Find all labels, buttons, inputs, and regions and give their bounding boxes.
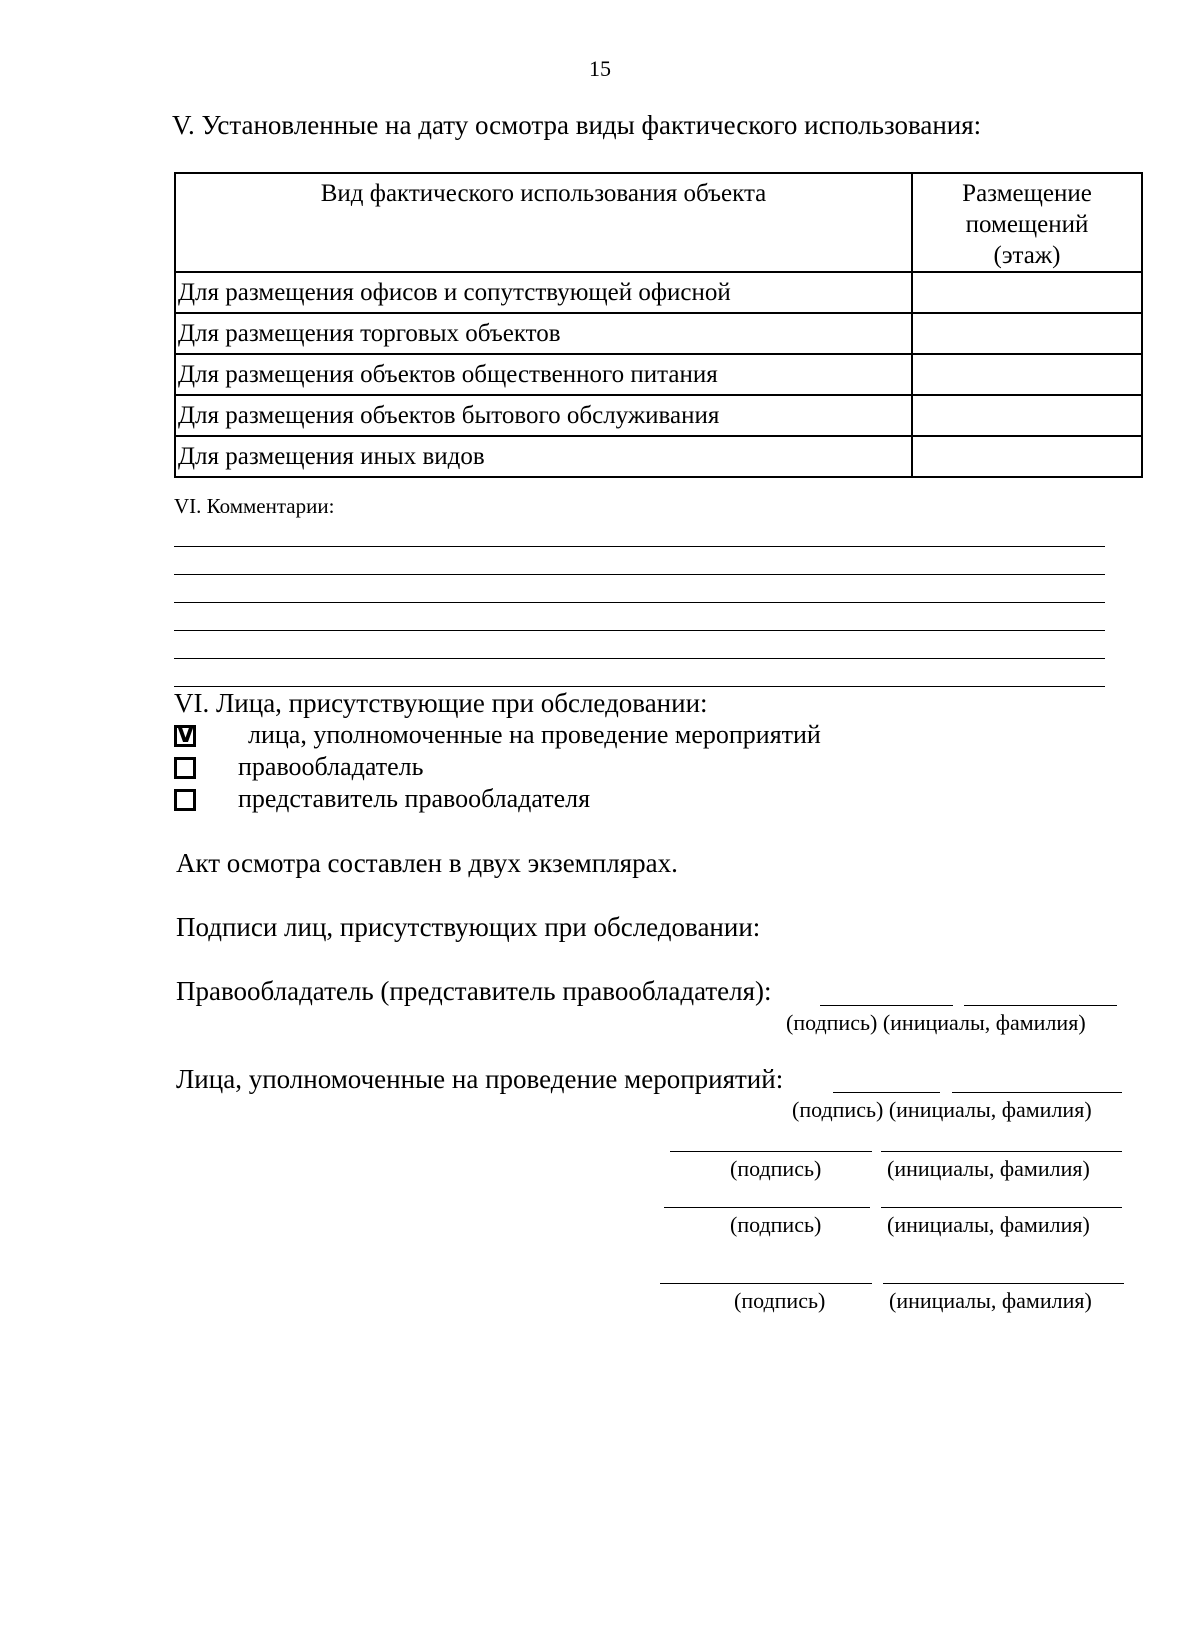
usage-cell: Для размещения торговых объектов [175,313,912,354]
page-number: 15 [589,56,611,81]
comment-line[interactable] [174,630,1105,631]
owner-name-line[interactable] [964,1005,1117,1006]
section-5-title: V. Установленные на дату осмотра виды фактического использования: [172,110,982,140]
table-row [175,313,1142,354]
table-row [175,395,1142,436]
header-floor-line: Размещение [962,180,1092,207]
signature-caption: (подпись) [730,1156,822,1181]
extra-signature-line[interactable] [670,1151,872,1152]
signatures-title: Подписи лиц, присутствующих при обследовании: [176,912,761,942]
floor-cell[interactable] [912,436,1142,477]
comments-label: VI. Комментарии: [174,494,335,518]
authorized-signature-line[interactable] [833,1092,940,1093]
header-floor-line: (этаж) [993,242,1061,269]
extra-name-line[interactable] [883,1283,1124,1284]
authorized-signature-caption: (подпись) (инициалы, фамилия) [792,1097,1092,1122]
attendee-option-label: лица, уполномоченные на проведение мероприятий [248,720,821,749]
header-floor-line: помещений [965,211,1089,238]
floor-cell[interactable] [912,313,1142,354]
signature-caption: (подпись) [730,1212,822,1237]
comment-line[interactable] [174,658,1105,659]
owner-signature-line[interactable] [820,1005,953,1006]
attendee-option-label: представитель правообладателя [238,784,591,813]
comment-line[interactable] [174,574,1105,575]
usage-cell: Для размещения иных видов [175,436,912,477]
name-caption: (инициалы, фамилия) [889,1288,1092,1313]
header-floor-placement [912,173,1142,272]
owner-signature-caption: (подпись) (инициалы, фамилия) [786,1010,1086,1035]
header-usage-type: Вид фактического использования объекта [175,173,912,272]
comment-line[interactable] [174,602,1105,603]
checkbox-checked[interactable]: V [174,725,196,747]
owner-signature-label: Правообладатель (представитель правообладателя): [176,976,772,1006]
floor-cell[interactable] [912,395,1142,436]
extra-signature-line[interactable] [664,1207,870,1208]
table-row [175,272,1142,313]
comment-line[interactable] [174,686,1105,687]
table-row [175,354,1142,395]
usage-cell: Для размещения объектов общественного питания [175,354,912,395]
authorized-name-line[interactable] [952,1092,1122,1093]
authorized-signature-label: Лица, уполномоченные на проведение мероприятий: [176,1064,784,1094]
checkbox[interactable] [174,757,196,779]
extra-name-line[interactable] [881,1207,1122,1208]
usage-table [174,172,1143,478]
extra-name-line[interactable] [881,1151,1122,1152]
act-copies-note: Акт осмотра составлен в двух экземплярах. [176,848,678,878]
floor-cell[interactable] [912,354,1142,395]
table-row [175,436,1142,477]
checkbox[interactable] [174,789,196,811]
usage-cell: Для размещения объектов бытового обслуживания [175,395,912,436]
usage-table-header-row [175,173,1142,272]
signature-caption: (подпись) [734,1288,826,1313]
extra-signature-line[interactable] [660,1283,872,1284]
floor-cell[interactable] [912,272,1142,313]
attendee-option-label: правообладатель [238,752,424,781]
name-caption: (инициалы, фамилия) [887,1156,1090,1181]
name-caption: (инициалы, фамилия) [887,1212,1090,1237]
comment-line[interactable] [174,546,1105,547]
usage-cell: Для размещения офисов и сопутствующей офисной [175,272,912,313]
section-6-title: VI. Лица, присутствующие при обследовании: [174,688,708,718]
